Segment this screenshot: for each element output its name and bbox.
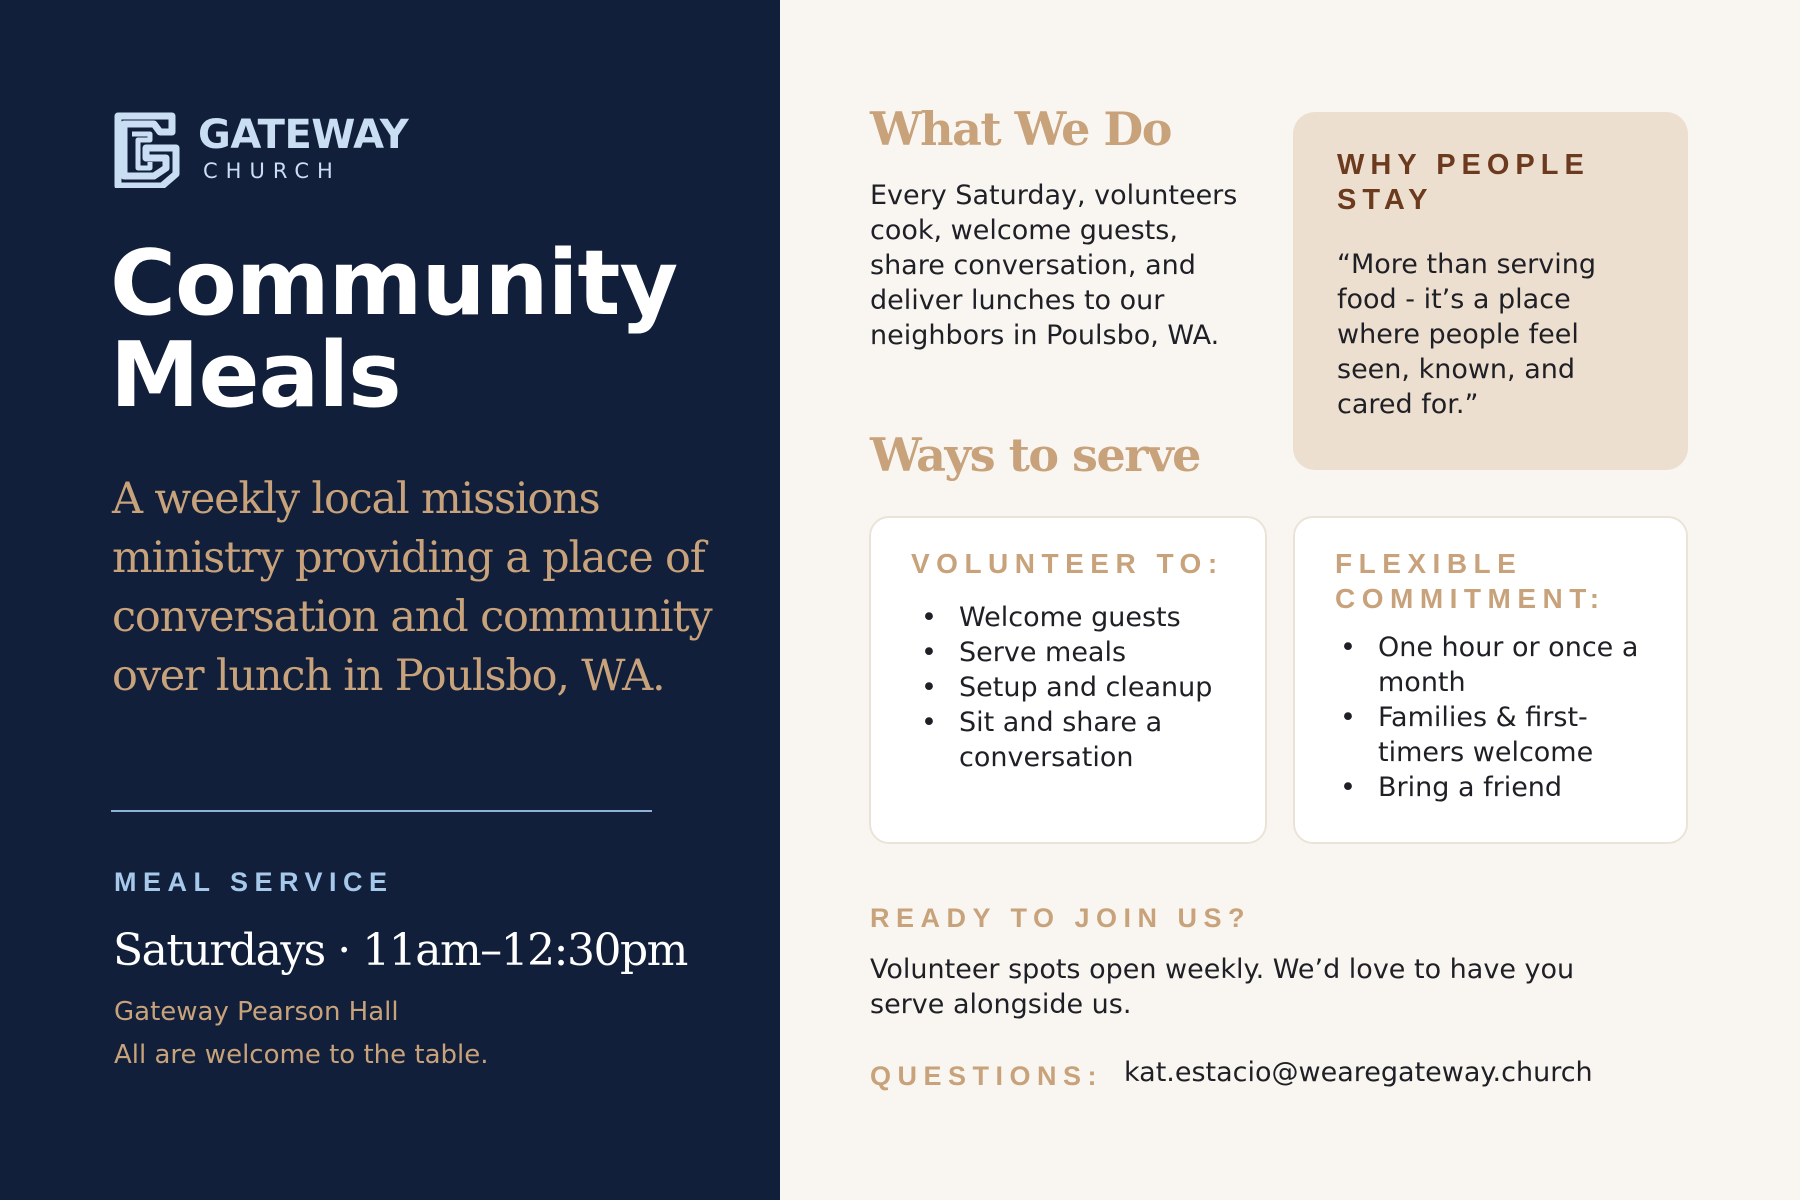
list-item: • One hour or once a month bbox=[1338, 630, 1658, 700]
volunteer-label: VOLUNTEER TO: bbox=[911, 548, 1224, 579]
gateway-logo-mark-icon bbox=[110, 112, 180, 188]
list-item: • Bring a friend bbox=[1338, 770, 1658, 805]
list-item: • Serve meals bbox=[919, 635, 1239, 670]
flexible-commitment-label: FLEXIBLE COMMITMENT: bbox=[1335, 548, 1606, 614]
list-item: • Setup and cleanup bbox=[919, 670, 1239, 705]
title-line-2: Meals bbox=[110, 323, 401, 428]
volunteer-card bbox=[869, 516, 1267, 844]
volunteer-list bbox=[919, 600, 1239, 775]
questions-label: QUESTIONS: bbox=[870, 1061, 1104, 1091]
logo-name: GATEWAY bbox=[198, 112, 409, 158]
ways-to-serve-title: Ways to serve bbox=[870, 428, 1200, 482]
title-line-1: Community bbox=[110, 231, 678, 336]
meal-service-time: Saturdays · 11am–12:30pm bbox=[113, 925, 687, 976]
flexible-commitment-card bbox=[1293, 516, 1688, 844]
questions-email-link[interactable]: kat.estacio@wearegateway.church bbox=[1124, 1057, 1593, 1088]
left-panel bbox=[0, 0, 780, 1200]
meal-service-welcome: All are welcome to the table. bbox=[114, 1040, 489, 1070]
what-we-do-body: Every Saturday, volunteers cook, welcome guests, share conversation, and deliver lunches to our neighbors in Poulsbo, WA. bbox=[870, 180, 1238, 351]
page-title bbox=[110, 231, 750, 428]
ready-to-join-label: READY TO JOIN US? bbox=[870, 903, 1252, 933]
list-item: • Welcome guests bbox=[919, 600, 1239, 635]
logo-subtitle: CHURCH bbox=[203, 159, 341, 183]
why-people-stay-quote: “More than serving food - it’s a place where people feel seen, known, and cared for.” bbox=[1337, 249, 1596, 420]
divider bbox=[111, 810, 652, 812]
why-people-stay-label: WHY PEOPLE STAY bbox=[1337, 149, 1590, 216]
gateway-church-logo bbox=[110, 112, 450, 192]
list-item: • Families & first-timers welcome bbox=[1338, 700, 1658, 770]
ready-to-join-body: Volunteer spots open weekly. We’d love to have you serve alongside us. bbox=[870, 954, 1575, 1020]
list-item: • Sit and share a conversation bbox=[919, 705, 1239, 775]
what-we-do-title: What We Do bbox=[870, 102, 1171, 156]
meal-service-place: Gateway Pearson Hall bbox=[114, 997, 399, 1027]
meal-service-label: MEAL SERVICE bbox=[114, 867, 394, 897]
tagline: A weekly local missions ministry providing a place of conversation and community over lunch in Poulsbo, WA. bbox=[112, 474, 712, 701]
flexible-commitment-list bbox=[1338, 630, 1658, 805]
why-people-stay-card bbox=[1293, 112, 1688, 470]
